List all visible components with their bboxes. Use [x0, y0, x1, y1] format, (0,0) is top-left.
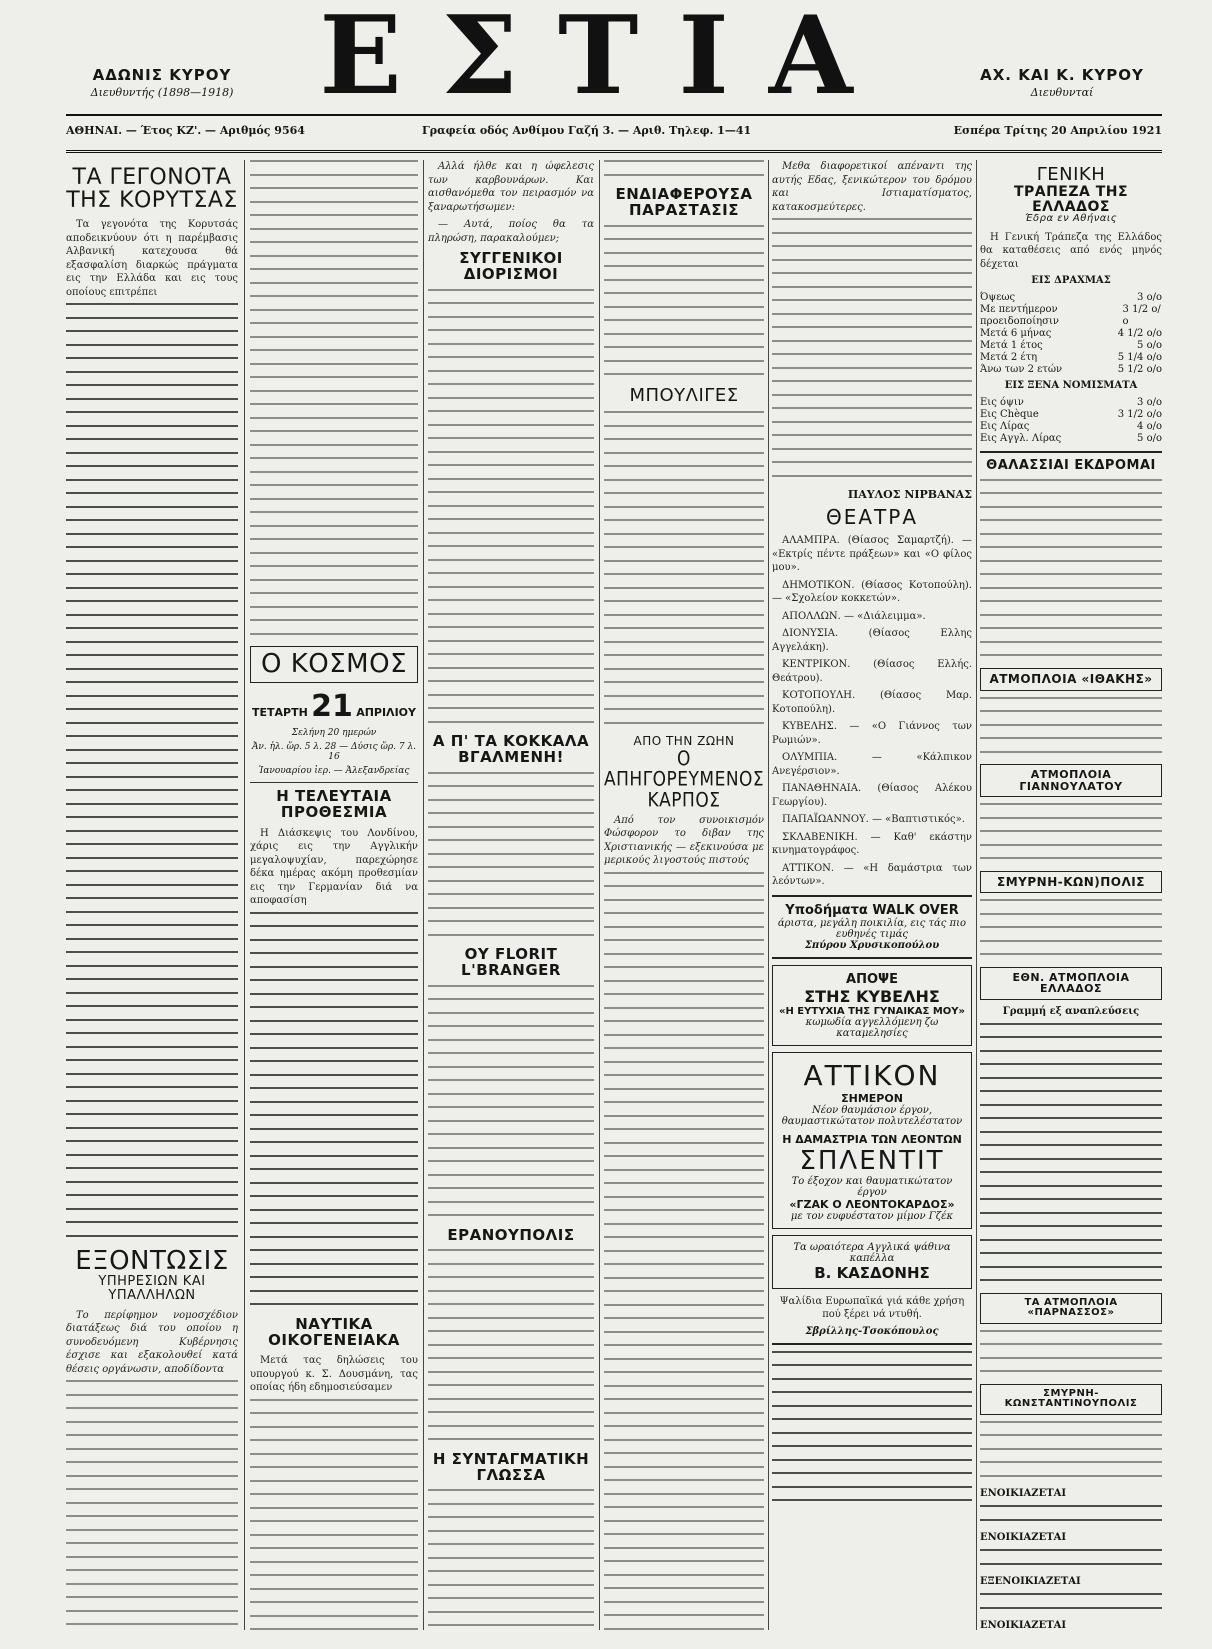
classified-label: ΕΝΟΙΚΙΑΖΕΤΑΙ [980, 1620, 1067, 1632]
classified-body [980, 1549, 1162, 1565]
rates-table-foreign [980, 397, 1162, 445]
article-body [772, 218, 972, 477]
rate-value: 4 1/2 ο/ο [1117, 328, 1162, 340]
column-3 [428, 160, 594, 1635]
column-divider [599, 160, 600, 1630]
article-body [604, 411, 764, 724]
rate-label: Εις Chèque [980, 409, 1039, 421]
weekday: ΤΕΤΑΡΤΗ [252, 706, 308, 720]
rate-label: Εις Λίρας [980, 421, 1030, 433]
rate-value: 5 1/4 ο/ο [1117, 352, 1162, 364]
headline-kokkala: Α Π' ΤΑ ΚΟΚΚΑΛΑ ΒΓΑΛΜΕΝΗ! [432, 732, 590, 766]
rate-label: Εις Αγγλ. Λίρας [980, 433, 1062, 445]
article-body [66, 303, 238, 1237]
day-number: 21 [311, 689, 353, 725]
headline-koritsa [66, 166, 238, 212]
theatre-listing: ΠΑΠΑΪΩΑΝΝΟΥ. — «Βαπτιστικός». [782, 814, 965, 825]
article-body [428, 289, 594, 723]
ad-attikon-desc: Νέον θαυμάσιον έργον, θαυμαστικώτατον πολυτελέστατον [781, 1104, 963, 1127]
masthead-left [62, 66, 262, 99]
ad-attikon-title: ΑΤΤΙΚΟΝ [803, 1058, 941, 1092]
founder-name: ΑΔΩΝΙΣ ΚΥΡΟΥ [92, 66, 232, 84]
rate-row [980, 397, 1162, 409]
ad-kasdonis [772, 1235, 972, 1289]
article-body [980, 899, 1162, 955]
headline-mpoulinges: ΜΠΟΥΛΙΓΕΣ [629, 384, 739, 406]
rate-row [980, 292, 1162, 304]
headline-line: ΥΠΗΡΕΣΙΩΝ ΚΑΙ ΥΠΑΛΛΗΛΩΝ [98, 1274, 206, 1304]
issue-number: ΑΘΗΝΑΙ. — Έτος ΚΖ'. — Αριθμός 9564 [66, 124, 305, 137]
rate-label: Μετά 1 έτος [980, 340, 1043, 352]
rates-table [980, 292, 1162, 376]
rate-row [980, 340, 1162, 352]
calendar-date [252, 689, 416, 724]
moon-phase: Σελήνη 20 ημερών [291, 728, 377, 739]
rate-value: 5 ο/ο [1137, 340, 1162, 352]
rates-title-foreign: ΕΙΣ ΞΕΝΑ ΝΟΜΙΣΜΑΤΑ [1004, 380, 1138, 392]
column-4 [604, 160, 764, 1635]
bank-intro: Η Γενική Τράπεζα της Ελλάδος θα καταθέσεις από ενός μηνός δέχεται [980, 231, 1162, 270]
article-body [980, 1023, 1162, 1282]
article-body [250, 912, 418, 1306]
headline-prothesmia: Η ΤΕΛΕΥΤΑΙΑ ΠΡΟΘΕΣΜΙΑ [276, 787, 392, 822]
article-text: Τα γεγονότα της Κορυτσάς αποδεικνύουν ότι η παρέμβασις Αλβανική κατεχουσα θά εξασφαλίση διαρκώς πράγματα εις την Ελλάδα και εις τους οποίους επιτρέπει [66, 219, 238, 298]
headline-line: ΕΞΟΝΤΩΣΙΣ [75, 1246, 229, 1277]
rate-row [980, 304, 1162, 328]
masthead-right [962, 66, 1162, 99]
headline-naftika: ΝΑΥΤΙΚΑ ΟΙΚΟΓΕΝΕΙΑΚΑ [268, 1314, 400, 1349]
ad-attikon-today: ΣΗΜΕΡΟΝ [841, 1091, 903, 1105]
article-body [250, 160, 418, 635]
article-body [428, 1249, 594, 1440]
divider [772, 957, 972, 959]
rate-label: Με πεντήμερον προειδοποίησιν [980, 304, 1059, 328]
article-body [980, 1330, 1162, 1373]
theatre-listing: ΟΛΥΜΠΙΑ. — «Κάλπικον Ανεγέρσιον». [772, 752, 972, 777]
classified-label: ΕΞΕΝΟΙΚΙΑΖΕΤΑΙ [980, 1576, 1081, 1588]
rate-value: 3 ο/ο [1137, 292, 1162, 304]
rate-label: Όψεως [980, 292, 1016, 304]
column-1 [66, 160, 238, 1635]
rate-label: Μετά 2 έτη [980, 352, 1038, 364]
article-body [250, 1399, 418, 1635]
headline-ethniki: ΕΘΝ. ΑΤΜΟΠΛΟΙΑ ΕΛΛΑΔΟΣ [980, 967, 1162, 1000]
ad-kyveli [772, 965, 972, 1046]
theatre-listing: ΚΕΝΤΡΙΚΟΝ. (Θίασος Ελλής. Θεάτρου). [772, 659, 972, 684]
headline-line: ΤΑ ΓΕΓΟΝΟΤΑ [72, 165, 232, 190]
ad-kyveli-theatre: ΣΤΗΣ ΚΥΒΕΛΗΣ [804, 986, 940, 1006]
article-body [980, 697, 1162, 753]
headline-florit: ΟΥ FLORIT L'BRANGER [461, 945, 561, 979]
classified-body [980, 1505, 1162, 1521]
rate-value: 5 ο/ο [1137, 433, 1162, 445]
headline-eranoupolis: ΕΡΑΝΟΥΠΟΛΙΣ [447, 1225, 575, 1244]
bank-heading-line: ΤΡΑΠΕΖΑ ΤΗΣ ΕΛΛΑΔΟΣ [1013, 183, 1129, 215]
masthead-double-rule [66, 150, 1162, 153]
article-text: Αλλά ήλθε και η ώφελεσις των καρβουνάρων. Και αισθανόμεθα τον πειρασμόν να ξαναρωτήσωμεν: [428, 161, 594, 213]
ad-attikon-extra: Το έξοχον και θαυματικώτατον έργον [791, 1175, 953, 1198]
rate-row [980, 352, 1162, 364]
issue-info-row [66, 124, 1162, 144]
rate-row [980, 409, 1162, 421]
theatre-listing: ΚΟΤΟΠΟΥΛΗ. (Θίασος Μαρ. Κοτοπούλη). [772, 690, 972, 715]
article-text: Η Διάσκεψις του Λονδίνου, χάρις εις την Αγγλικήν μεγαλοψυχίαν, παρεχώρησε δέκα ημέρας ακόμη προθεσμίαν εις την Γερμανίαν διά να αποφασίση [250, 827, 418, 907]
theatre-listing: ΚΥΒΕΛΗΣ. — «Ο Γιάννος των Ρωμιών». [772, 721, 972, 746]
ad-kasdonis-name: Β. ΚΑΣΔΟΝΗΣ [814, 1263, 930, 1282]
theatre-listing: ΑΤΤΙΚΟΝ. — «Η δαμάστρια των λεόντων». [772, 862, 972, 887]
office-address: Γραφεία οδός Ανθίμου Γαζή 3. — Αριθ. Τηλεφ. 1—41 [422, 124, 752, 137]
column-5 [772, 160, 972, 1635]
headline-karpos: Ο ΑΠΗΓΟΡΕΥΜΕΝΟΣ ΚΑΡΠΟΣ [604, 747, 764, 812]
ad-kyveli-play: «Η ΕΥΤΥΧΙΑ ΤΗΣ ΓΥΝΑΙΚΑΣ ΜΟΥ» [779, 1005, 965, 1017]
article-text: — Αυτά, ποίος θα τα πληρώση, παρακαλούμεν; [428, 219, 594, 244]
article-text: Μετά τας δηλώσεις του υπουργού κ. Σ. Δουσμάνη, τας οποίας ήδη εδημοσιεύσαμεν [250, 1355, 418, 1394]
rate-row [980, 328, 1162, 340]
article-signature: ΠΑΥΛΟΣ ΝΙΡΒΑΝΑΣ [847, 488, 972, 501]
bank-heading-line: Έδρα εν Αθήναις [1024, 213, 1118, 225]
ad-attikon-splentit: ΣΠΛΕΝΤΙΤ [799, 1145, 945, 1176]
headline-smyrni: ΣΜΥΡΝΗ-ΚΩΝ)ΠΟΛΙΣ [980, 871, 1162, 894]
article-body [980, 1421, 1162, 1477]
rate-value: 3 1/2 ο/ο [1117, 409, 1162, 421]
classified-label: ΕΝΟΙΚΙΑΖΕΤΑΙ [980, 1532, 1067, 1544]
headline-line: ΤΗΣ ΚΟΡΥΤΣΑΣ [66, 188, 238, 214]
article-body [428, 1489, 594, 1635]
rate-value: 3 1/2 ο/ο [1122, 304, 1161, 328]
newspaper-title: ΕΣΤΙΑ [319, 0, 893, 119]
section-kosmos: Ο ΚΟΣΜΟΣ [250, 646, 418, 683]
issue-date: Εσπέρα Τρίτης 20 Απριλίου 1921 [953, 124, 1162, 137]
ad-attikon-film3: «ΓΖΑΚ Ο ΛΕΟΝΤΟΚΑΡΔΟΣ» [789, 1197, 955, 1211]
column-divider [976, 160, 977, 1630]
rate-value: 3 ο/ο [1137, 397, 1162, 409]
rate-row [980, 433, 1162, 445]
headline-glossa: Η ΣΥΝΤΑΓΜΑΤΙΚΗ ΓΛΩΣΣΑ [432, 1449, 590, 1484]
headline-diorismoi: ΣΥΓΓΕΝΙΚΟΙ ΔΙΟΡΙΣΜΟΙ [459, 249, 563, 283]
ad-attikon [772, 1052, 972, 1229]
theatre-listings [772, 534, 972, 889]
bank-heading-line: ΓΕΝΙΚΗ [1036, 164, 1106, 185]
ad-attikon-note: με τον ευφυέστατον μίμον Γζέκ [790, 1210, 954, 1222]
headline-ekdromai: ΘΑΛΑΣΣΙΑΙ ΕΚΔΡΟΜΑΙ [986, 458, 1156, 474]
theatre-listing: ΑΛΑΜΠΡΑ. (Θίασος Σαμαρτζή). — «Εκτρίς πέντε πράξεων» και «Ο φίλος μου». [772, 535, 972, 573]
classified-body [772, 1351, 972, 1502]
section-apo-tin-zoin: ΑΠΟ ΤΗΝ ΖΩΗΝ [633, 734, 735, 749]
rate-row [980, 421, 1162, 433]
divider [772, 1343, 972, 1345]
rate-row [980, 364, 1162, 376]
headline-giannoulatou: ΑΤΜΟΠΛΟΙΑ ΓΙΑΝΝΟΥΛΑΤΟΥ [980, 764, 1162, 797]
masthead [0, 0, 1212, 140]
ad-kasdonis-intro: Τα ωραιότερα Αγγλικά ψάθινα καπέλλα [793, 1241, 951, 1264]
headline-exontosis [66, 1248, 238, 1303]
rate-value: 5 1/2 ο/ο [1117, 364, 1162, 376]
divider [772, 895, 972, 897]
headline-ithakis: ΑΤΜΟΠΛΟΙΑ «ΙΘΑΚΗΣ» [980, 668, 1162, 691]
theatre-listing: ΔΗΜΟΤΙΚΟΝ. (Θίασος Κοτοπούλη). — «Σχολείον κοκκετών». [772, 579, 972, 604]
masthead-rule [66, 114, 1162, 116]
editors-names: ΑΧ. ΚΑΙ Κ. ΚΥΡΟΥ [980, 66, 1144, 84]
sun-times: Ἀν. ἡλ. ὥρ. 5 λ. 28 — Δύσις ὥρ. 7 λ. 16 [251, 742, 417, 763]
ad-walkover-shop: Σπύρου Χρυσικοπούλου [804, 939, 940, 951]
ad-kyveli-sub: κωμωδία αγγελλόμενη ζω καταμελησίες [805, 1016, 939, 1039]
column-divider [244, 160, 245, 1630]
theatre-listing: ΠΑΝΑΘΗΝΑΙΑ. (Θίασος Αλέκου Γεωργίου). [772, 783, 972, 808]
divider [250, 782, 418, 783]
ad-apopse: ΑΠΟΨΕ [846, 971, 898, 987]
column-divider [768, 160, 769, 1630]
rate-value: 4 ο/ο [1137, 421, 1162, 433]
classified-body [980, 1593, 1162, 1609]
article-body [604, 225, 764, 376]
ad-walkover-title: Υποδήματα WALK OVER [785, 902, 959, 918]
article-body [428, 985, 594, 1217]
theatre-listing: ΔΙΟΝΥΣΙΑ. (Θίασος Ελλης Αγγελάκη). [772, 628, 972, 653]
saints-day: Ἰανουαρίου ἱερ. — Ἀλεξανδρείας [258, 766, 410, 777]
theatre-listing: ΣΚΛΑΒΕΝΙΚΗ. — Καθ' εκάστην κινηματογράφος. [772, 831, 972, 856]
headline-parnassos: ΤΑ ΑΤΜΟΠΛΟΙΑ «ΠΑΡΝΑΣΣΟΣ» [980, 1293, 1162, 1324]
article-body [980, 803, 1162, 859]
article-text: Το περίφημον νομοσχέδιον διατάξεως διά του οποίου η συνοδευόμενη Κυβέρνησις έσχισε και εξακολουθεί κατά θέσεις οργάνωσιν, αποδίδοντα [66, 1309, 238, 1375]
column-6 [980, 160, 1162, 1635]
rate-label: Μετά 6 μήνας [980, 328, 1052, 340]
divider [980, 451, 1162, 453]
section-theatra: ΘΕΑΤΡΑ [825, 505, 919, 529]
article-body [604, 160, 764, 176]
ad-attikon-film: Η ΔΑΜΑΣΤΡΙΑ ΤΩΝ ΛΕΟΝΤΩΝ [782, 1132, 962, 1146]
rate-label: Άνω των 2 ετών [980, 364, 1063, 376]
subheadline-grammi: Γραμμή εξ αναπλεύσεις [1002, 1005, 1140, 1017]
theatre-listing: ΑΠΟΛΛΩΝ. — «Διάλειμμα». [782, 610, 926, 622]
rates-title: ΕΙΣ ΔΡΑΧΜΑΣ [1031, 275, 1111, 287]
article-body [980, 479, 1162, 657]
article-text: Μεθα διαφορετικοί απέναντι της αυτής Εδας, ξενικώτερον του δρόμου και Ιστιαματίσματος, κατακοσμεύτερες. [772, 161, 972, 213]
rate-label: Εις όψιν [980, 397, 1024, 409]
ad-sewing: Ψαλίδια Ευρωπαϊκά γιά κάθε χρήση πού ξέρει νά ντυθή. [779, 1295, 965, 1320]
article-body [66, 1380, 238, 1635]
ad-walkover-text: άριστα, μεγάλη ποικιλία, εις τάς πιο ευθηνές τιμάς [777, 917, 967, 940]
editors-role: Διευθυνταί [1030, 86, 1094, 99]
article-body [428, 772, 594, 936]
classified-label: ΕΝΟΙΚΙΑΖΕΤΑΙ [980, 1488, 1067, 1500]
founder-tenure: Διευθυντής (1898—1918) [90, 86, 234, 99]
headline-parastasis: ΕΝΔΙΑΦΕΡΟΥΣΑ ΠΑΡΑΣΤΑΣΙΣ [615, 185, 753, 219]
column-2 [250, 160, 418, 1635]
article-text: Από τον συνοικισμόν Φώσφορον το διβαν της Χριστιανικής — εξεκινούσα με μερικούς λιγοστούς πιστούς [604, 814, 764, 867]
article-body [604, 872, 764, 1635]
headline-smyrni-kpoli: ΣΜΥΡΝΗ-ΚΩΝΣΤΑΝΤΙΝΟΥΠΟΛΙΣ [980, 1384, 1162, 1415]
month: ΑΠΡΙΛΙΟΥ [356, 706, 416, 720]
ad-sewing-shop: Σβρίλλης-Τσοκόπουλος [805, 1325, 939, 1337]
column-divider [423, 160, 424, 1630]
bank-heading [980, 166, 1162, 225]
